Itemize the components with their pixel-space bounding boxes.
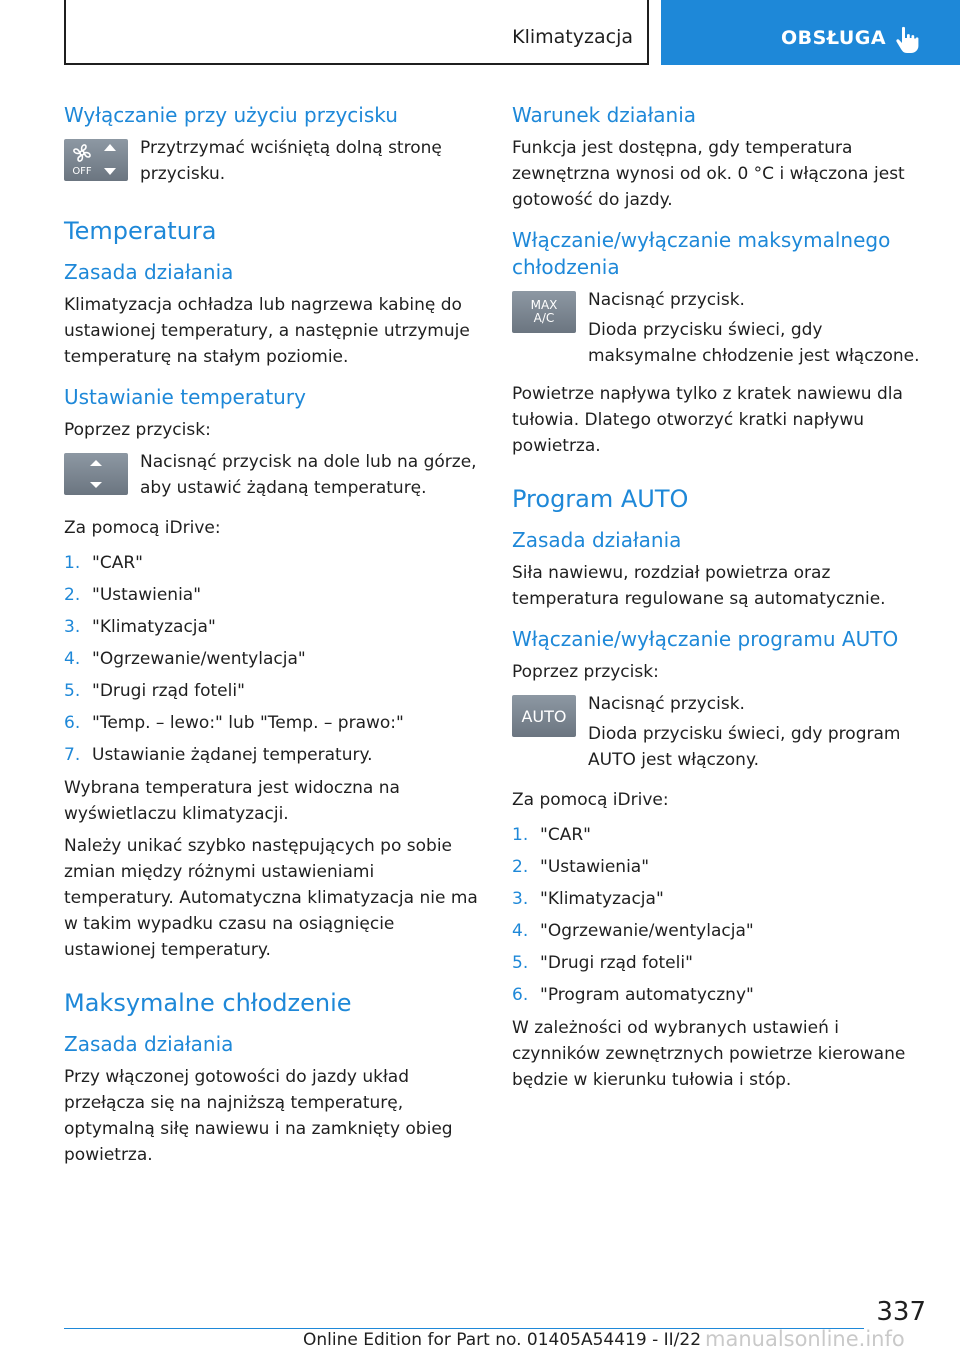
idrive-steps-right [512,819,924,1011]
list-item: 2. "Ustawienia" [64,585,202,605]
list-item: 3. "Klimatyzacja" [512,889,664,909]
list-item: 7. Ustawianie żądanej temperatury. [64,745,373,765]
temp-button-text: Nacisnąć przycisk na dole lub na górze, aby ustawić żądaną temperaturę. [140,452,477,498]
idrive-steps-left [64,547,482,771]
heading-zasada-3: Zasada działania [512,528,682,552]
auto-button-row [512,691,924,777]
paragraph-zaleznosc: W zależności od wybranych ustawień i czynników zewnętrznych powietrze kierowane będzie w kierunku tułowia i stóp. [512,1018,906,1090]
auto-label: AUTO [521,706,567,726]
list-item: 5. "Drugi rząd foteli" [64,681,245,701]
temp-button-row [64,449,482,505]
list-item: 2. "Ustawienia" [512,857,650,877]
heading-zasada-1: Zasada działania [64,260,234,284]
paragraph-wybrana: Wybrana temperatura jest widoczna na wyświetlaczu klimatyzacji. [64,778,400,824]
list-item: 4. "Ogrzewanie/wentylacja" [512,921,754,941]
page-number: 337 [876,1297,926,1327]
auto-button-text-1: Nacisnąć przycisk. [588,694,745,714]
auto-button-text-2: Dioda przycisku świeci, gdy program AUTO jest włączony. [588,724,901,770]
heading-ustawianie: Ustawianie temperatury [64,385,306,409]
heading-wlaczanie-auto: Włączanie/wyłączanie programu AUTO [512,627,899,651]
left-column [64,98,482,1174]
hand-pointer-icon [895,26,921,54]
header-section-title: Klimatyzacja [512,26,633,48]
off-button-row [64,135,482,191]
paragraph-idrive-left: Za pomocą iDrive: [64,518,221,538]
list-item: 6. "Temp. – lewo:" lub "Temp. – prawo:" [64,713,404,733]
heading-program-auto: Program AUTO [512,485,689,513]
off-label: OFF [72,166,92,177]
watermark: manualsonline.info [705,1327,905,1351]
max-ac-label-2: A/C [533,311,555,325]
max-button-row [512,287,924,373]
up-down-arrows-icon [64,453,128,495]
heading-wylaczanie: Wyłączanie przy użyciu przycisku [64,103,398,127]
right-column [512,98,924,1099]
temperature-button-image [64,453,128,495]
max-button-text-2: Dioda przycisku świeci, gdy maksymalne chłodzenie jest włączone. [588,320,920,366]
heading-wlaczanie-max: Włączanie/wyłączanie maksymalnego chłodzenia [512,228,891,279]
header-chapter-title: OBSŁUGA [781,27,887,49]
heading-maksymalne: Maksymalne chłodzenie [64,989,352,1017]
heading-temperatura: Temperatura [64,217,217,245]
heading-warunek: Warunek działania [512,103,697,127]
paragraph-zasada-1: Klimatyzacja ochładza lub nagrzewa kabinę do ustawionej temperatury, a następnie utrzymuje temperaturę na stałym poziomie. [64,295,470,367]
paragraph-zasada-3: Siła nawiewu, rozdział powietrza oraz temperatura regulowane są automatycznie. [512,563,886,609]
list-item: 1. "CAR" [64,553,143,573]
paragraph-poprzez-left: Poprzez przycisk: [64,420,211,440]
list-item: 1. "CAR" [512,825,591,845]
header-section-box [64,0,649,65]
list-item: 6. "Program automatyczny" [512,985,754,1005]
paragraph-nalezy: Należy unikać szybko następujących po sobie zmian między różnymi ustawieniami temperatury. Automatyczna klimatyzacja nie ma w takim wypadku czasu na osiągnięcie ustawionej temperatury. [64,836,478,960]
list-item: 4. "Ogrzewanie/wentylacja" [64,649,306,669]
max-ac-label-1: MAX [530,298,558,312]
paragraph-idrive-right: Za pomocą iDrive: [512,790,669,810]
off-button-text: Przytrzymać wciśniętą dolną stronę przycisku. [140,138,442,184]
heading-zasada-2: Zasada działania [64,1032,234,1056]
paragraph-warunek: Funkcja jest dostępna, gdy temperatura zewnętrzna wynosi od ok. 0 °C i włączona jest gotowość do jazdy. [512,138,905,210]
auto-button-image [512,695,576,737]
header-chapter-tab [661,0,960,65]
list-item: 3. "Klimatyzacja" [64,617,216,637]
paragraph-poprzez-right: Poprzez przycisk: [512,662,659,682]
fan-off-button-image [64,139,128,181]
paragraph-powietrze: Powietrze napływa tylko z kratek nawiewu dla tułowia. Dlatego otworzyć kratki napływu powietrza. [512,384,903,456]
paragraph-zasada-2: Przy włączonej gotowości do jazdy układ przełącza się na najniższą temperaturę, optymalną siłę nawiewu i na zamknięty obieg powietrza. [64,1067,453,1165]
footer-edition: Online Edition for Part no. 01405A54419 - II/22 [303,1330,702,1350]
max-button-text-1: Nacisnąć przycisk. [588,290,745,310]
max-ac-button-image [512,291,576,333]
list-item: 5. "Drugi rząd foteli" [512,953,693,973]
fan-icon [64,139,128,181]
